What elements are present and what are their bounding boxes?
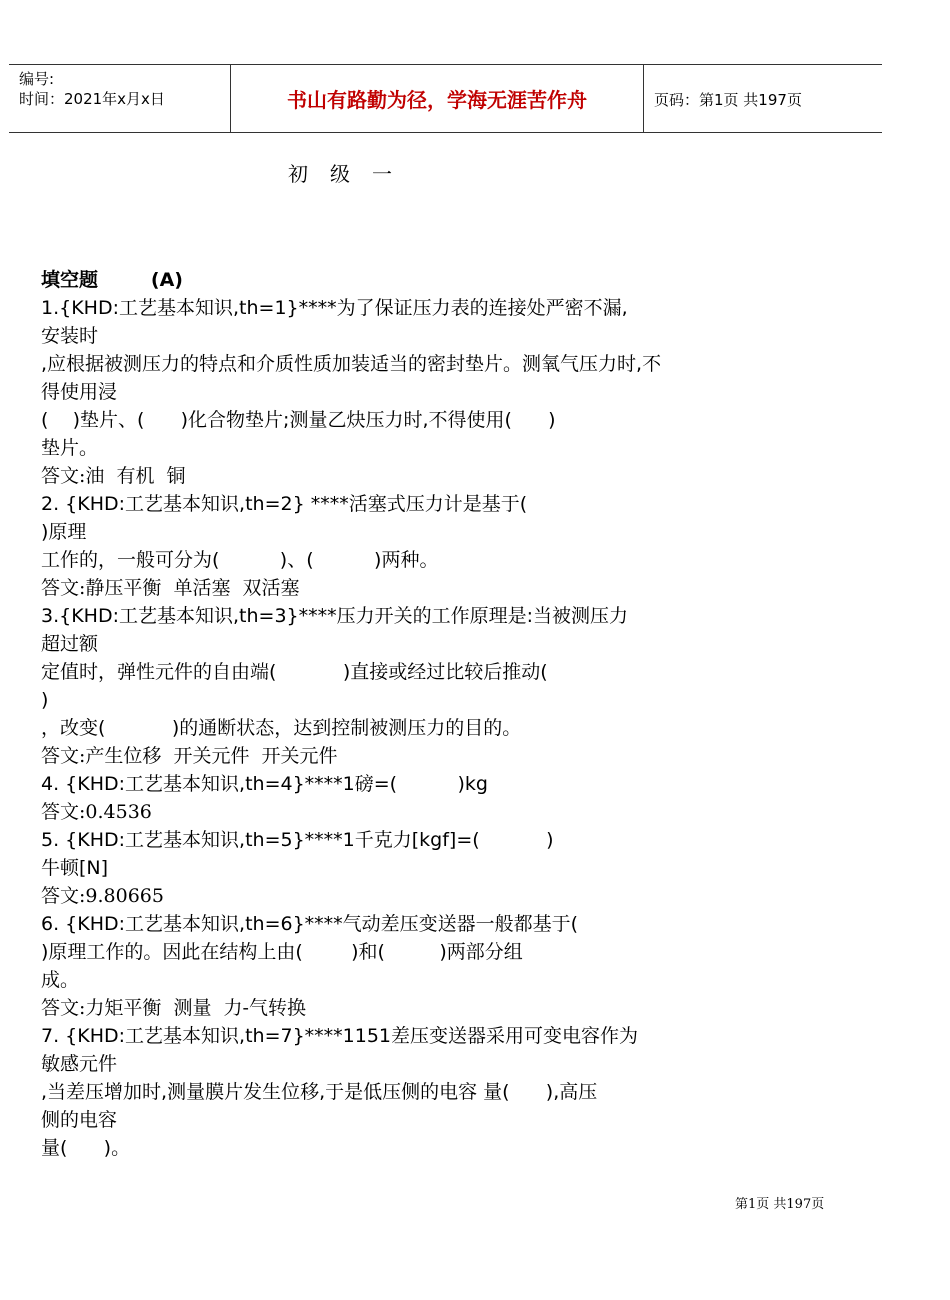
- text-line: ): [41, 689, 49, 711]
- text-line: 得使用浸: [41, 381, 118, 403]
- section-title: 填空题 (A): [41, 269, 183, 291]
- text-line: ( )垫片、( )化合物垫片;测量乙炔压力时,不得使用( ): [41, 409, 556, 431]
- time-label: 时间：2021年x月x日: [19, 90, 165, 108]
- text-line: 6. {KHD:工艺基本知识,th=6}****气动差压变送器一般都基于(: [41, 913, 579, 935]
- header-table: [9, 64, 882, 133]
- text-line: ,应根据被测压力的特点和介质性质加装适当的密封垫片。测氧气压力时,不: [41, 353, 662, 375]
- header-motto: 书山有路勤为径，学海无涯苦作舟: [287, 88, 587, 112]
- document-title: 初级一: [288, 162, 414, 186]
- document-body: [41, 266, 851, 1162]
- text-line: 超过额: [41, 633, 99, 655]
- text-line: 定值时，弹性元件的自由端( )直接或经过比较后推动(: [41, 661, 548, 683]
- answer-line: 答文:静压平衡 单活塞 双活塞: [41, 577, 300, 599]
- text-line: 安装时: [41, 325, 99, 347]
- page-footer: 第1页 共197页: [735, 1197, 825, 1212]
- text-line: )原理: [41, 521, 87, 543]
- header-divider: [643, 65, 644, 132]
- text-line: 敏感元件: [41, 1053, 118, 1075]
- header-page-info: 页码：第1页 共197页: [654, 91, 802, 109]
- text-line: 4. {KHD:工艺基本知识,th=4}****1磅=( )kg: [41, 773, 488, 795]
- text-line: 5. {KHD:工艺基本知识,th=5}****1千克力[kgf]=( ): [41, 829, 554, 851]
- answer-line: 答文:力矩平衡 测量 力-气转换: [41, 997, 306, 1019]
- text-line: 垫片。: [41, 437, 99, 459]
- text-line: 7. {KHD:工艺基本知识,th=7}****1151差压变送器采用可变电容作为: [41, 1025, 639, 1047]
- text-line: 侧的电容: [41, 1109, 118, 1131]
- text-line: 成。: [41, 969, 80, 991]
- text-line: 牛顿[N]: [41, 857, 109, 879]
- text-line: 3.{KHD:工艺基本知识,th=3}****压力开关的工作原理是:当被测压力: [41, 605, 629, 627]
- answer-line: 答文:0.4536: [41, 801, 152, 823]
- text-line: 量( )。: [41, 1137, 131, 1159]
- number-label: 编号:: [19, 70, 55, 88]
- header-meta: [19, 69, 165, 109]
- text-line: 1.{KHD:工艺基本知识,th=1}****为了保证压力表的连接处严密不漏,: [41, 297, 628, 319]
- text-line: 2. {KHD:工艺基本知识,th=2} ****活塞式压力计是基于(: [41, 493, 528, 515]
- answer-line: 答文:产生位移 开关元件 开关元件: [41, 745, 338, 767]
- text-line: )原理工作的。因此在结构上由( )和( )两部分组: [41, 941, 523, 963]
- text-line: ,当差压增加时,测量膜片发生位移,于是低压侧的电容 量( ),高压: [41, 1081, 598, 1103]
- text-line: 工作的，一般可分为( )、( )两种。: [41, 549, 439, 571]
- answer-line: 答文:9.80665: [41, 885, 164, 907]
- text-line: ，改变( )的通断状态，达到控制被测压力的目的。: [41, 717, 522, 739]
- answer-line: 答文:油 有机 铜: [41, 465, 186, 487]
